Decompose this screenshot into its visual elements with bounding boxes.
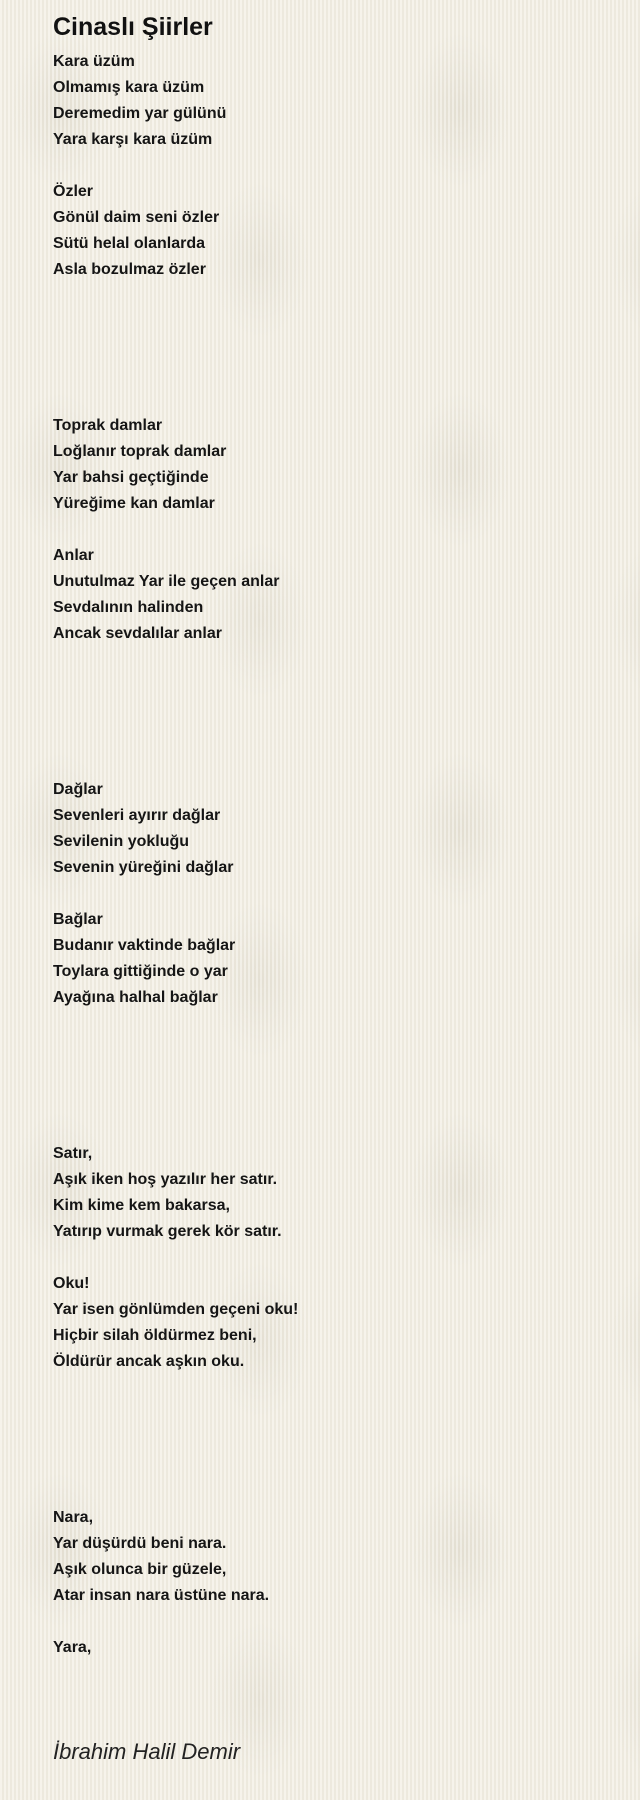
poem-line: Yara, — [53, 1639, 92, 1656]
blank-line — [53, 1115, 613, 1141]
poem-line: Hiçbir silah öldürmez beni, — [53, 1327, 257, 1344]
poem-line: Kim kime kem bakarsa, — [53, 1197, 230, 1214]
poem-line: Yatırıp vurmak gerek kör satır. — [53, 1223, 282, 1240]
blank-line — [53, 153, 613, 179]
poem-line: Yar bahsi geçtiğinde — [53, 469, 209, 486]
poem-line: Unutulmaz Yar ile geçen anlar — [53, 573, 280, 590]
blank-line — [53, 1089, 613, 1115]
poem-line: Ancak sevdalılar anlar — [53, 625, 222, 642]
blank-line — [53, 673, 613, 699]
blank-line — [53, 335, 613, 361]
blank-line — [53, 1401, 613, 1427]
poem-line: Sevenleri ayırır dağlar — [53, 807, 221, 824]
poem-line: Sevenin yüreğini dağlar — [53, 859, 234, 876]
blank-line — [53, 1427, 613, 1453]
poem-line: Atar insan nara üstüne nara. — [53, 1587, 270, 1604]
poem-line: Satır, — [53, 1145, 93, 1162]
blank-line — [53, 1037, 613, 1063]
poem-line: Asla bozulmaz özler — [53, 261, 206, 278]
poem-line: Gönül daim seni özler — [53, 209, 220, 226]
poem-line: Özler — [53, 183, 94, 200]
blank-line — [53, 361, 613, 387]
poem-line: Olmamış kara üzüm — [53, 79, 205, 96]
blank-line — [53, 283, 613, 309]
poem-line: Sevilenin yokluğu — [53, 833, 190, 850]
blank-line — [53, 1011, 613, 1037]
poem-line: Yar isen gönlümden geçeni oku! — [53, 1301, 299, 1318]
blank-line — [53, 1453, 613, 1479]
poem-line: Kara üzüm — [53, 53, 135, 70]
poem-line: Anlar — [53, 547, 94, 564]
blank-line — [53, 309, 613, 335]
poem-line: Loğlanır toprak damlar — [53, 443, 227, 460]
blank-line — [53, 1609, 613, 1635]
poem-page — [53, 0, 613, 1661]
poem-body — [53, 49, 613, 1661]
poem-line: Toprak damlar — [53, 417, 163, 434]
blank-line — [53, 725, 613, 751]
blank-line — [53, 647, 613, 673]
poem-line: Yüreğime kan damlar — [53, 495, 215, 512]
poem-line: Bağlar — [53, 911, 103, 928]
poem-line: Toylara gittiğinde o yar — [53, 963, 228, 980]
page-title: Cinaslı Şiirler — [53, 13, 213, 41]
poem-line: Aşık olunca bir güzele, — [53, 1561, 227, 1578]
poem-line: Sevdalının halinden — [53, 599, 204, 616]
poem-line: Yara karşı kara üzüm — [53, 131, 213, 148]
poem-line: Yar düşürdü beni nara. — [53, 1535, 227, 1552]
blank-line — [53, 1245, 613, 1271]
poem-line: Sütü helal olanlarda — [53, 235, 206, 252]
blank-line — [53, 699, 613, 725]
blank-line — [53, 1375, 613, 1401]
poem-line: Nara, — [53, 1509, 94, 1526]
poem-line: Oku! — [53, 1275, 90, 1292]
blank-line — [53, 881, 613, 907]
poem-line: Dağlar — [53, 781, 103, 798]
blank-line — [53, 1479, 613, 1505]
poem-line: Aşık iken hoş yazılır her satır. — [53, 1171, 278, 1188]
poem-line: Budanır vaktinde bağlar — [53, 937, 236, 954]
blank-line — [53, 517, 613, 543]
poem-line: Deremedim yar gülünü — [53, 105, 227, 122]
author-name: İbrahim Halil Demir — [53, 1739, 241, 1764]
poem-line: Öldürür ancak aşkın oku. — [53, 1353, 245, 1370]
blank-line — [53, 387, 613, 413]
poem-line: Ayağına halhal bağlar — [53, 989, 218, 1006]
blank-line — [53, 1063, 613, 1089]
blank-line — [53, 751, 613, 777]
